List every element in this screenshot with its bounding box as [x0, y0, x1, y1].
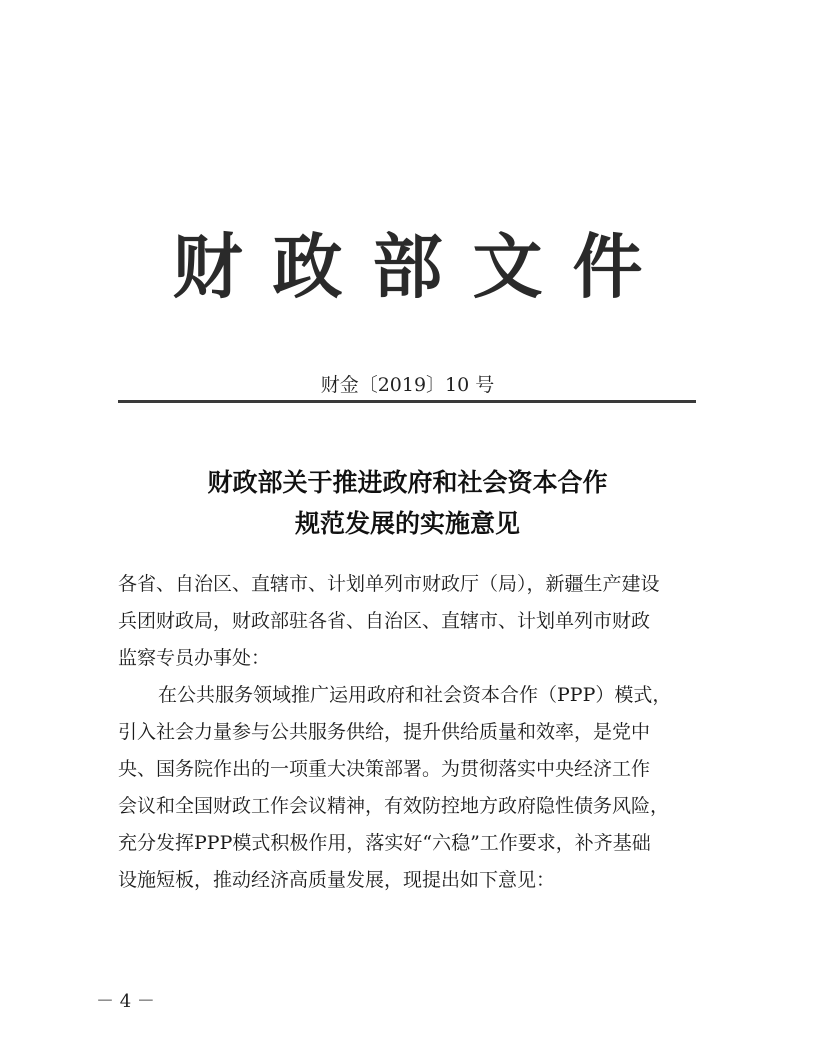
paragraph-line: 充分发挥PPP模式积极作用，落实好“六稳”工作要求，补齐基础	[118, 832, 651, 854]
paragraph-line: 引入社会力量参与公共服务供给，提升供给质量和效率，是党中	[118, 721, 651, 743]
header-divider-line	[118, 400, 696, 403]
document-body	[118, 566, 704, 899]
document-title	[0, 462, 815, 544]
paragraph-line: 会议和全国财政工作会议精神，有效防控地方政府隐性债务风险，	[118, 795, 670, 817]
addressee-line: 各省、自治区、直辖市、计划单列市财政厅（局），新疆生产建设	[118, 573, 660, 595]
title-line-2: 规范发展的实施意见	[294, 509, 520, 538]
paragraph-line: 在公共服务领域推广运用政府和社会资本合作（PPP）模式，	[158, 684, 672, 706]
document-header-title: 财政部文件	[172, 225, 673, 308]
paragraph-line: 央、国务院作出的一项重大决策部署。为贯彻落实中央经济工作	[118, 758, 651, 780]
paragraph-line: 设施短板，推动经济高质量发展，现提出如下意见：	[118, 869, 556, 891]
document-number: 财金〔2019〕10 号	[320, 374, 495, 396]
addressee-line: 监察专员办事处：	[118, 647, 271, 669]
title-line-1: 财政部关于推进政府和社会资本合作	[207, 468, 608, 497]
page-number: － 4 －	[96, 991, 155, 1012]
addressee-line: 兵团财政局，财政部驻各省、自治区、直辖市、计划单列市财政	[118, 610, 651, 632]
